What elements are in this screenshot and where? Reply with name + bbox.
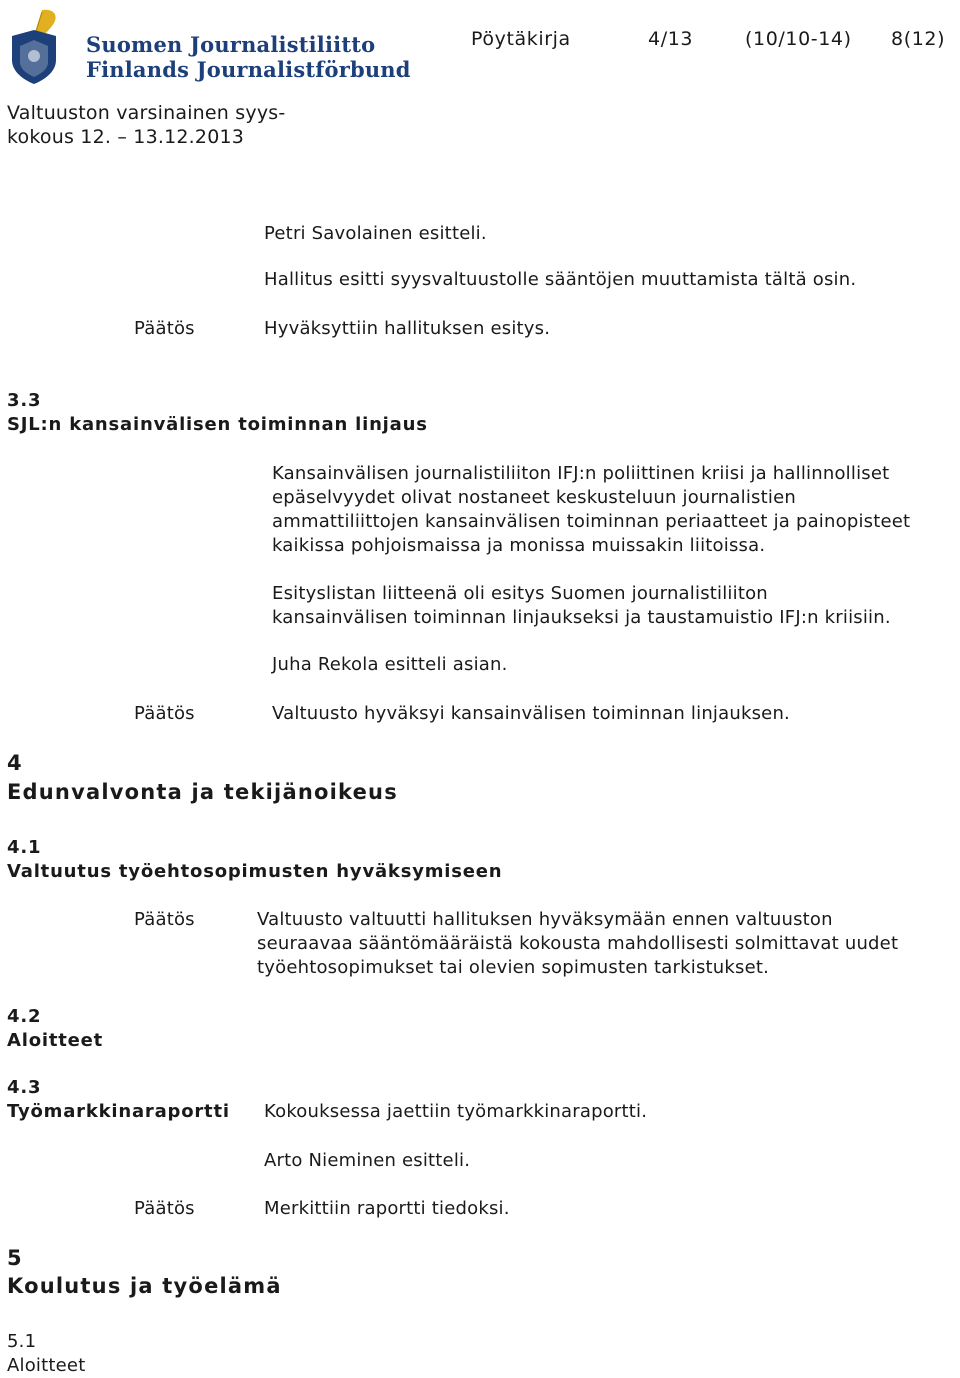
- decision-text: Merkittiin raportti tiedoksi.: [264, 1198, 510, 1219]
- decision-label: Päätös: [134, 318, 195, 339]
- section-number: 5.1: [7, 1331, 37, 1352]
- presenter-text: Arto Nieminen esitteli.: [264, 1150, 471, 1171]
- chapter-title: Edunvalvonta ja tekijänoikeus: [7, 780, 398, 804]
- organization-logo: [4, 6, 411, 86]
- section-title: Valtuutus työehtosopimusten hyväksymiseen: [7, 861, 503, 882]
- section-title: Aloitteet: [7, 1355, 86, 1376]
- paragraph: [272, 582, 891, 630]
- chapter-title: Koulutus ja työelämä: [7, 1274, 282, 1298]
- decision-text: Valtuusto hyväksyi kansainvälisen toiminnan linjauksen.: [272, 703, 790, 724]
- section-number: 4.1: [7, 837, 42, 858]
- logo-name-finnish: Suomen Journalistiliitto: [86, 32, 376, 57]
- presenter-text: Petri Savolainen esitteli.: [264, 223, 487, 244]
- paragraph-line: kaikissa pohjoismaissa ja monissa muissakin liitoissa.: [272, 535, 766, 556]
- paragraph-line: työehtosopimukset tai olevien sopimusten tarkistukset.: [257, 957, 770, 978]
- decision-text: [257, 908, 898, 980]
- presenter-text: Juha Rekola esitteli asian.: [272, 654, 508, 675]
- section-text: Kokouksessa jaettiin työmarkkinaraportti.: [264, 1101, 648, 1122]
- meeting-title-line1: Valtuuston varsinainen syys-: [7, 102, 286, 124]
- section-number: 4.3: [7, 1077, 42, 1098]
- section-number: 4.2: [7, 1006, 42, 1027]
- section-number: 3.3: [7, 390, 42, 411]
- paragraph: [272, 462, 910, 558]
- decision-label: Päätös: [134, 1198, 195, 1219]
- page-number: 8(12): [891, 28, 946, 50]
- decision-text: Hyväksyttiin hallituksen esitys.: [264, 318, 551, 339]
- paragraph-line: Valtuusto valtuutti hallituksen hyväksymään ennen valtuuston: [257, 909, 833, 930]
- decision-label: Päätös: [134, 909, 195, 930]
- document-type: Pöytäkirja: [471, 28, 571, 50]
- paragraph-line: ammattiliittojen kansainvälisen toiminnan periaatteet ja painopisteet: [272, 511, 911, 532]
- chapter-number: 5: [7, 1246, 23, 1270]
- meeting-title-line2: kokous 12. – 13.12.2013: [7, 126, 245, 148]
- paragraph-line: Esityslistan liitteenä oli esitys Suomen journalistiliiton: [272, 583, 768, 604]
- paragraph-line: seuraavaa sääntömääräistä kokousta mahdollisesti solmittavat uudet: [257, 933, 899, 954]
- section-title: SJL:n kansainvälisen toiminnan linjaus: [7, 414, 428, 435]
- section-title: Aloitteet: [7, 1030, 104, 1051]
- paragraph-line: Kansainvälisen journalistiliiton IFJ:n poliittinen kriisi ja hallinnolliset: [272, 463, 890, 484]
- decision-label: Päätös: [134, 703, 195, 724]
- logo-name-swedish: Finlands Journalistförbund: [86, 57, 411, 82]
- chapter-number: 4: [7, 751, 23, 775]
- document-number: 4/13: [648, 28, 694, 50]
- paragraph-line: kansainvälisen toiminnan linjaukseksi ja taustamuistio IFJ:n kriisiin.: [272, 607, 891, 628]
- section-title: Työmarkkinaraportti: [7, 1101, 230, 1122]
- paragraph-line: epäselvyydet olivat nostaneet keskusteluun journalistien: [272, 487, 796, 508]
- logo-emblem-icon: [4, 6, 84, 86]
- document-code: (10/10-14): [745, 28, 852, 50]
- proposal-text: Hallitus esitti syysvaltuustolle sääntöjen muuttamista tältä osin.: [264, 269, 857, 290]
